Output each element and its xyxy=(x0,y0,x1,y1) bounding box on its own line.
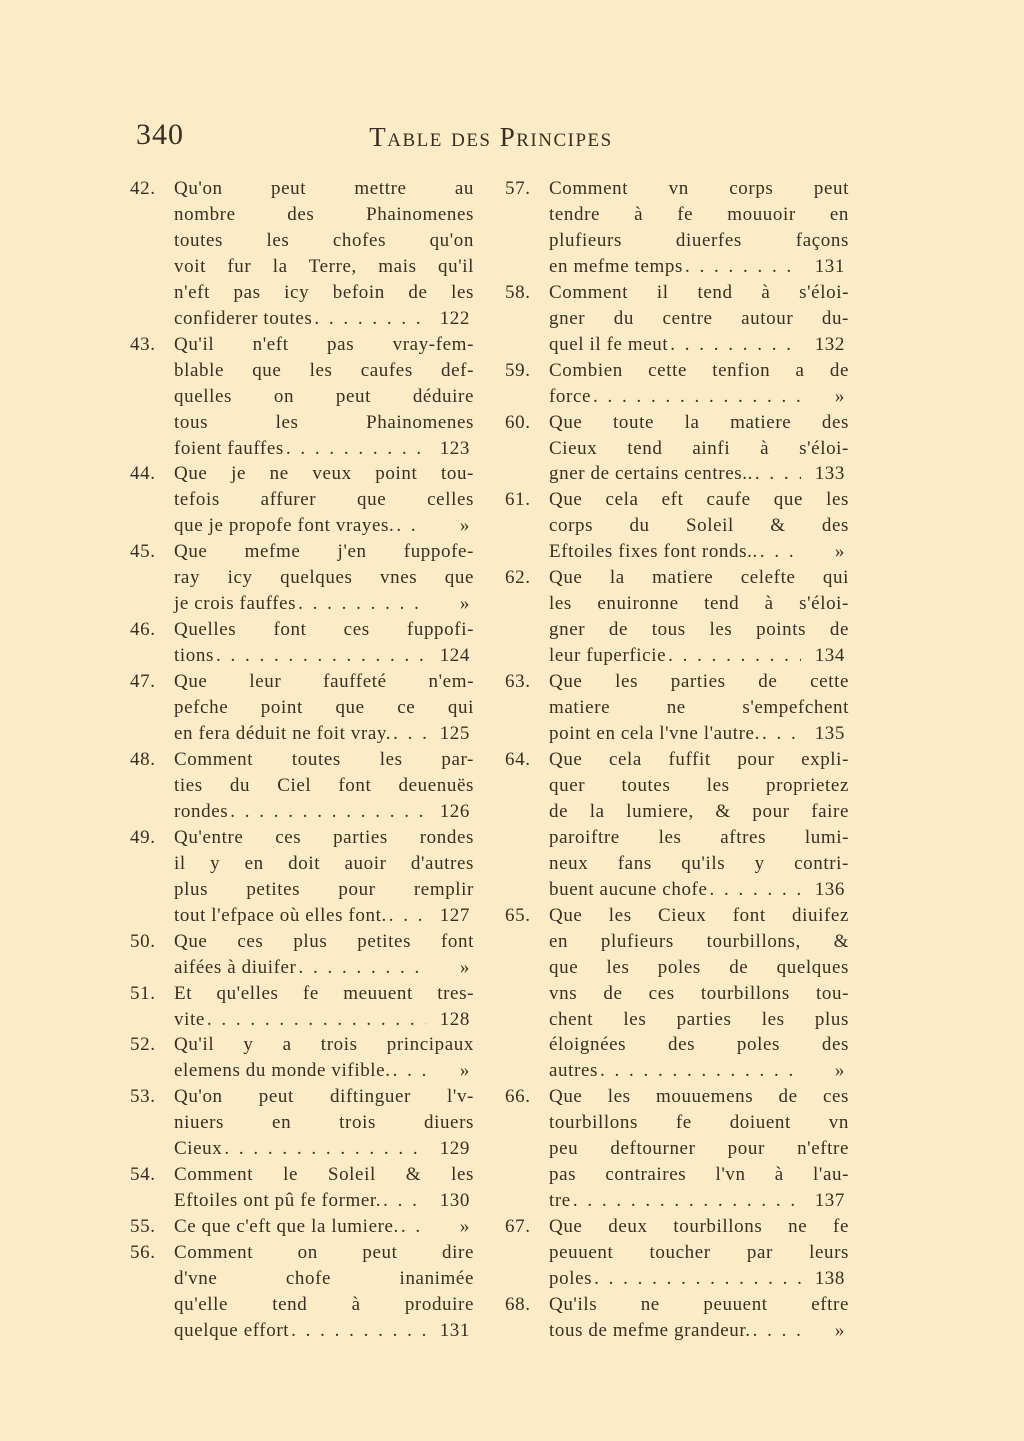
entry-line xyxy=(174,1266,474,1292)
entry-line xyxy=(549,695,849,721)
entry-number: 59. xyxy=(505,359,531,381)
entry-final-line xyxy=(174,1136,474,1162)
leader-dots xyxy=(207,1007,426,1033)
entry-line xyxy=(549,955,849,981)
entry-text: gner de tous les points de xyxy=(549,619,849,641)
entry-final-line xyxy=(174,903,474,929)
entry-text: d'vne chofe inanimée xyxy=(174,1268,474,1290)
entry-text: plufieurs diuerfes façons xyxy=(549,229,849,251)
leader-dots xyxy=(298,955,426,981)
entry-number: 48. xyxy=(130,748,156,770)
entry-number: 51. xyxy=(130,982,156,1004)
toc-entry xyxy=(130,1032,474,1084)
entry-line xyxy=(174,539,474,565)
page-number: 340 xyxy=(136,118,184,151)
entry-number: 53. xyxy=(130,1086,156,1108)
entry-text: que je propofe font vrayes. xyxy=(174,515,395,537)
entry-line xyxy=(549,487,849,513)
entry-number: 42. xyxy=(130,178,156,199)
entry-text: Comment toutes les par- xyxy=(174,748,474,770)
entry-final-line xyxy=(174,1188,474,1214)
page-reference: » xyxy=(459,515,470,537)
entry-text: paroiftre les aftres lumi- xyxy=(549,826,849,848)
leader-dots xyxy=(670,332,801,358)
page-reference: 123 xyxy=(439,437,470,459)
entry-final-line xyxy=(549,643,849,669)
entry-text: leur fuperficie xyxy=(549,645,667,667)
entry-line xyxy=(174,929,474,955)
entry-text: Comment le Soleil & les xyxy=(174,1164,474,1186)
toc-entry xyxy=(130,1084,474,1162)
entry-text: tout l'efpace où elles font. xyxy=(174,904,387,926)
entry-line xyxy=(174,228,474,254)
page-reference: 127 xyxy=(439,904,470,926)
entry-final-line xyxy=(549,1318,849,1344)
entry-final-line xyxy=(549,384,849,410)
entry-text: Que leur fauffeté n'em- xyxy=(174,671,474,693)
entry-final-line xyxy=(549,721,849,747)
toc-entry xyxy=(505,903,849,1085)
toc-entry xyxy=(505,1214,849,1292)
entry-text: tefois affurer que celles xyxy=(174,489,474,511)
leader-dots xyxy=(762,721,801,747)
entry-text: Qu'il y a trois principaux xyxy=(174,1034,474,1056)
leader-dots xyxy=(314,306,426,332)
entry-number: 55. xyxy=(130,1216,156,1238)
entry-line xyxy=(549,591,849,617)
entry-text: toutes les chofes qu'on xyxy=(174,229,474,251)
entry-text: foient fauffes xyxy=(174,437,284,459)
leader-dots xyxy=(393,721,426,747)
page-reference: 122 xyxy=(439,307,470,329)
entry-line xyxy=(174,1110,474,1136)
entry-line xyxy=(174,851,474,877)
entry-text: tourbillons fe doiuent vn xyxy=(549,1112,849,1134)
entry-line xyxy=(549,1292,849,1318)
toc-entry xyxy=(130,617,474,669)
page-reference: » xyxy=(834,1319,845,1341)
entry-final-line xyxy=(549,1266,849,1292)
leader-dots xyxy=(286,436,426,462)
entry-text: tendre à fe mouuoir en xyxy=(549,203,849,225)
toc-entry xyxy=(130,929,474,981)
entry-text: Que mefme j'en fuppofe- xyxy=(174,541,474,563)
entry-text: Eftoiles fixes font ronds.. xyxy=(549,541,758,563)
entry-text: peuuent toucher par leurs xyxy=(549,1242,849,1264)
entry-text: confiderer toutes xyxy=(174,307,313,329)
entry-final-line xyxy=(549,254,849,280)
entry-line xyxy=(174,254,474,280)
toc-entry xyxy=(505,176,849,280)
entry-text: quer toutes les proprietez xyxy=(549,774,849,796)
entry-text: Qu'ils ne peuuent eftre xyxy=(549,1293,849,1315)
entry-line xyxy=(174,202,474,228)
entry-number: 68. xyxy=(505,1293,531,1315)
toc-entry xyxy=(130,981,474,1033)
entry-line xyxy=(174,1292,474,1318)
entry-final-line xyxy=(174,721,474,747)
entry-line xyxy=(549,825,849,851)
entry-number: 54. xyxy=(130,1164,156,1186)
leader-dots xyxy=(393,1058,426,1084)
entry-line xyxy=(549,176,849,202)
entry-line xyxy=(549,436,849,462)
entry-text: tous les Phainomenes xyxy=(174,411,474,433)
entry-line xyxy=(549,1214,849,1240)
entry-text: autres xyxy=(549,1060,598,1082)
entry-text: Que deux tourbillons ne fe xyxy=(549,1216,849,1238)
entry-text: Cieux xyxy=(174,1138,223,1160)
entry-text: il y en doit auoir d'autres xyxy=(174,852,474,874)
entry-line xyxy=(174,695,474,721)
entry-line xyxy=(174,877,474,903)
entry-text: Que les mouuemens de ces xyxy=(549,1086,849,1108)
entry-text: vns de ces tourbillons tou- xyxy=(549,982,849,1004)
page-reference: » xyxy=(834,541,845,563)
toc-entry xyxy=(130,461,474,539)
entry-line xyxy=(549,1032,849,1058)
entry-line xyxy=(549,513,849,539)
entry-line xyxy=(549,228,849,254)
leader-dots xyxy=(594,1266,801,1292)
entry-line xyxy=(174,617,474,643)
leader-dots xyxy=(389,903,426,929)
entry-number: 46. xyxy=(130,619,156,641)
entry-text: Que les parties de cette xyxy=(549,671,849,693)
entry-text: Que cela eft caufe que les xyxy=(549,489,849,511)
entry-final-line xyxy=(174,1007,474,1033)
page-reference: » xyxy=(459,956,470,978)
entry-number: 60. xyxy=(505,411,531,433)
toc-entry xyxy=(505,487,849,565)
page-reference: 131 xyxy=(439,1319,470,1341)
entry-line xyxy=(549,306,849,332)
entry-text: tous de mefme grandeur. xyxy=(549,1319,751,1341)
entry-text: peu deftourner pour n'eftre xyxy=(549,1138,849,1160)
entry-text: ray icy quelques vnes que xyxy=(174,567,474,589)
entry-line xyxy=(174,487,474,513)
leader-dots xyxy=(298,591,426,617)
entry-number: 62. xyxy=(505,567,531,589)
entry-number: 52. xyxy=(130,1034,156,1056)
entry-line xyxy=(549,669,849,695)
entry-text: vite xyxy=(174,1008,205,1030)
toc-entry xyxy=(505,747,849,903)
entry-text: en fera déduit ne foit vray. xyxy=(174,723,392,745)
entry-final-line xyxy=(174,1318,474,1344)
entry-text: Comment vn corps peut xyxy=(549,178,849,199)
toc-entry xyxy=(130,1162,474,1214)
page-reference: 132 xyxy=(814,333,845,355)
toc-entry xyxy=(130,1240,474,1344)
entry-line xyxy=(549,903,849,929)
entry-number: 49. xyxy=(130,826,156,848)
entry-number: 65. xyxy=(505,904,531,926)
entry-text: Cieux tend ainfi à s'éloi- xyxy=(549,437,849,459)
right-column xyxy=(505,176,849,1344)
page-reference: 129 xyxy=(439,1138,470,1160)
entry-final-line xyxy=(174,436,474,462)
entry-text: force xyxy=(549,385,592,407)
entry-number: 45. xyxy=(130,541,156,563)
entry-number: 63. xyxy=(505,671,531,693)
entry-text: n'eft pas icy befoin de les xyxy=(174,281,474,303)
entry-text: en plufieurs tourbillons, & xyxy=(549,930,849,952)
entry-line xyxy=(549,1110,849,1136)
entry-line xyxy=(174,1162,474,1188)
page-reference: 130 xyxy=(439,1190,470,1212)
entry-line xyxy=(174,358,474,384)
entry-text: gner du centre autour du- xyxy=(549,307,849,329)
page-reference: » xyxy=(459,593,470,615)
entry-number: 50. xyxy=(130,930,156,952)
entry-line xyxy=(549,1240,849,1266)
entry-text: Et qu'elles fe meuuent tres- xyxy=(174,982,474,1004)
toc-entry xyxy=(130,825,474,929)
entry-text: pefche point que ce qui xyxy=(174,697,474,719)
leader-dots xyxy=(600,1058,801,1084)
entry-text: Qu'entre ces parties rondes xyxy=(174,826,474,848)
entry-final-line xyxy=(174,799,474,825)
entry-line xyxy=(549,1084,849,1110)
entry-text: plus petites pour remplir xyxy=(174,878,474,900)
leader-dots xyxy=(573,1188,801,1214)
entry-text: Que ces plus petites font xyxy=(174,930,474,952)
entry-final-line xyxy=(174,591,474,617)
entry-final-line xyxy=(549,1058,849,1084)
leader-dots xyxy=(755,461,801,487)
entry-line xyxy=(549,202,849,228)
entry-text: Que la matiere celefte qui xyxy=(549,567,849,589)
entry-line xyxy=(174,565,474,591)
entry-text: gner de certains centres.. xyxy=(549,463,753,485)
entry-text: rondes xyxy=(174,800,229,822)
entry-number: 64. xyxy=(505,748,531,770)
page-reference: 124 xyxy=(439,645,470,667)
toc-entry xyxy=(505,565,849,669)
entry-final-line xyxy=(549,1188,849,1214)
entry-line xyxy=(174,669,474,695)
leader-dots xyxy=(396,513,426,539)
entry-text: Comment on peut dire xyxy=(174,1242,474,1264)
leader-dots xyxy=(710,877,801,903)
entry-final-line xyxy=(174,643,474,669)
leader-dots xyxy=(224,1136,426,1162)
entry-text: Que je ne veux point tou- xyxy=(174,463,474,485)
entry-final-line xyxy=(174,955,474,981)
entry-final-line xyxy=(549,877,849,903)
entry-text: niuers en trois diuers xyxy=(174,1112,474,1134)
page-reference: 128 xyxy=(439,1008,470,1030)
page-reference: 126 xyxy=(439,800,470,822)
page-reference: 137 xyxy=(814,1190,845,1212)
toc-entry xyxy=(505,1084,849,1214)
entry-text: quelles on peut déduire xyxy=(174,385,474,407)
leader-dots xyxy=(291,1318,426,1344)
toc-entry xyxy=(130,669,474,747)
leader-dots xyxy=(753,1318,801,1344)
page-header xyxy=(136,118,846,162)
entry-line xyxy=(549,1162,849,1188)
entry-text: Que toute la matiere des xyxy=(549,411,849,433)
toc-entry xyxy=(505,669,849,747)
running-title: Table des Principes xyxy=(369,122,613,152)
entry-line xyxy=(549,410,849,436)
entry-text: tre xyxy=(549,1190,571,1212)
entry-line xyxy=(174,1240,474,1266)
entry-text: buent aucune chofe xyxy=(549,878,708,900)
page-reference: 136 xyxy=(814,878,845,900)
entry-text: en mefme temps xyxy=(549,255,683,277)
entry-final-line xyxy=(549,539,849,565)
entry-line xyxy=(549,773,849,799)
entry-number: 43. xyxy=(130,333,156,355)
entry-text: neux fans qu'ils y contri- xyxy=(549,852,849,874)
entry-line xyxy=(174,1032,474,1058)
entry-text: Comment il tend à s'éloi- xyxy=(549,281,849,303)
entry-line xyxy=(549,981,849,1007)
page-reference: » xyxy=(834,385,845,407)
entry-text: aifées à diuifer xyxy=(174,956,297,978)
page-reference: 133 xyxy=(814,463,845,485)
entry-final-line xyxy=(174,1058,474,1084)
entry-number: 56. xyxy=(130,1242,156,1264)
entry-number: 61. xyxy=(505,489,531,511)
toc-entry xyxy=(130,332,474,462)
leader-dots xyxy=(760,539,801,565)
entry-line xyxy=(549,747,849,773)
entry-text: elemens du monde vifible. xyxy=(174,1060,391,1082)
entry-line xyxy=(174,332,474,358)
entry-line xyxy=(549,929,849,955)
entry-text: corps du Soleil & des xyxy=(549,515,849,537)
entry-line xyxy=(549,617,849,643)
entry-number: 47. xyxy=(130,671,156,693)
entry-number: 67. xyxy=(505,1216,531,1238)
page-reference: » xyxy=(834,1060,845,1082)
page-reference: » xyxy=(459,1216,470,1238)
entry-text: voit fur la Terre, mais qu'il xyxy=(174,255,474,277)
entry-line xyxy=(174,176,474,202)
leader-dots xyxy=(593,384,801,410)
leader-dots xyxy=(401,1214,426,1240)
entry-text: tions xyxy=(174,645,214,667)
entry-text: Qu'il n'eft pas vray-fem- xyxy=(174,333,474,355)
leader-dots xyxy=(230,799,426,825)
entry-text: blable que les caufes def- xyxy=(174,359,474,381)
toc-entry xyxy=(505,358,849,410)
entry-line xyxy=(174,1084,474,1110)
entry-line xyxy=(549,1007,849,1033)
page-reference: 135 xyxy=(814,723,845,745)
entry-text: Que les Cieux font diuifez xyxy=(549,904,849,926)
entry-text: point en cela l'vne l'autre. xyxy=(549,723,760,745)
entry-final-line xyxy=(549,461,849,487)
toc-entry xyxy=(130,539,474,617)
entry-text: Que cela fuffit pour expli- xyxy=(549,748,849,770)
entry-number: 57. xyxy=(505,178,531,199)
entry-line xyxy=(174,981,474,1007)
entry-line xyxy=(549,799,849,825)
entry-text: poles xyxy=(549,1268,593,1290)
entry-text: je crois fauffes xyxy=(174,593,297,615)
entry-text: éloignées des poles des xyxy=(549,1034,849,1056)
entry-number: 66. xyxy=(505,1086,531,1108)
entry-text: les enuironne tend à s'éloi- xyxy=(549,593,849,615)
entry-line xyxy=(174,280,474,306)
page-reference: 131 xyxy=(814,255,845,277)
leader-dots xyxy=(668,643,801,669)
entry-line xyxy=(174,825,474,851)
entry-number: 44. xyxy=(130,463,156,485)
entry-line xyxy=(549,851,849,877)
entry-final-line xyxy=(174,306,474,332)
entry-text: quelque effort xyxy=(174,1319,290,1341)
entry-line xyxy=(549,280,849,306)
entry-text: quel il fe meut xyxy=(549,333,669,355)
entry-line xyxy=(174,747,474,773)
entry-line xyxy=(549,565,849,591)
entry-text: Eftoiles ont pû fe former. xyxy=(174,1190,382,1212)
entry-line xyxy=(174,461,474,487)
entry-text: que les poles de quelques xyxy=(549,956,849,978)
entry-text: de la lumiere, & pour faire xyxy=(549,800,849,822)
toc-entry xyxy=(505,280,849,358)
entry-number: 58. xyxy=(505,281,531,303)
entry-text: ties du Ciel font deuenuës xyxy=(174,774,474,796)
entry-final-line xyxy=(174,513,474,539)
entry-line xyxy=(174,773,474,799)
entry-line xyxy=(174,384,474,410)
leader-dots xyxy=(383,1188,426,1214)
entry-text: Qu'on peut diftinguer l'v- xyxy=(174,1086,474,1108)
page-reference: 134 xyxy=(814,645,845,667)
entry-text: Quelles font ces fuppofi- xyxy=(174,619,474,641)
page-reference: 138 xyxy=(814,1268,845,1290)
leader-dots xyxy=(685,254,801,280)
entry-text: Qu'on peut mettre au xyxy=(174,178,474,199)
page-reference: 125 xyxy=(439,723,470,745)
entry-line xyxy=(174,410,474,436)
page-reference: » xyxy=(459,1060,470,1082)
entry-text: Combien cette tenfion a de xyxy=(549,359,849,381)
entry-final-line xyxy=(174,1214,474,1240)
toc-entry xyxy=(130,176,474,332)
entry-line xyxy=(549,358,849,384)
entry-text: chent les parties les plus xyxy=(549,1008,849,1030)
toc-entry xyxy=(505,410,849,488)
left-column xyxy=(130,176,474,1344)
entry-text: nombre des Phainomenes xyxy=(174,203,474,225)
entry-final-line xyxy=(549,332,849,358)
entry-line xyxy=(549,1136,849,1162)
entry-text: qu'elle tend à produire xyxy=(174,1293,474,1315)
leader-dots xyxy=(216,643,426,669)
toc-entry xyxy=(130,1214,474,1240)
toc-entry xyxy=(505,1292,849,1344)
entry-text: Ce que c'eft que la lumiere. xyxy=(174,1216,399,1238)
entry-text: pas contraires l'vn à l'au- xyxy=(549,1164,849,1186)
toc-entry xyxy=(130,747,474,825)
entry-text: matiere ne s'empefchent xyxy=(549,697,849,719)
